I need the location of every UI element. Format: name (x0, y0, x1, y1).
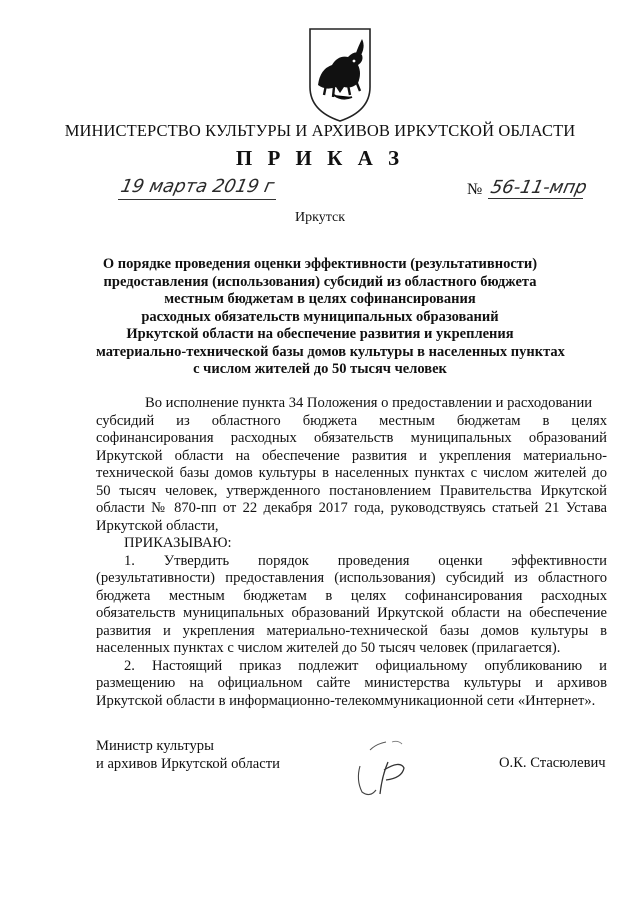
item1-line: (результативности) предоставления (использования) субсидий из областного (96, 570, 607, 586)
position-line: Министр культуры (96, 738, 214, 754)
signatory-name: О.К. Стасюлевич (499, 755, 606, 771)
document-type: П Р И К А З (235, 146, 405, 170)
order-body (96, 395, 607, 710)
handwritten-number: 56-11-мпр (488, 177, 589, 198)
preamble-line: субсидий из областного бюджета местным бюджетам в целях (96, 412, 607, 429)
handwritten-date: 19 марта 2019 г (118, 176, 277, 197)
subject-line: расходных обязательств муниципальных образований (141, 308, 499, 325)
preamble-line: области № 870-пп от 22 декабря 2017 года, руководствуясь статьей 21 Устава (96, 500, 607, 516)
item1-line: развития и укрепления материально-технической базы домов культуры в (96, 622, 607, 639)
handwritten-signature (346, 736, 422, 800)
number-sign: № (467, 181, 483, 198)
subject-line: материально-технической базы домов культуры в населенных пунктах (96, 343, 565, 360)
position-line: и архивов Иркутской области (96, 756, 280, 772)
preamble-line: Во исполнение пункта 34 Положения о предоставлении и расходовании (145, 395, 593, 411)
city-name: Иркутск (294, 210, 346, 225)
subject-line: О порядке проведения оценки эффективности (результативности) (102, 256, 538, 272)
preamble-line: Иркутской области, (96, 517, 219, 534)
preamble-line: 50 тысяч человек, утвержденного постановлением Правительства Иркутской (96, 482, 607, 499)
date-underline (118, 199, 276, 201)
item2-line: Иркутской области в информационно-телекоммуникационной сети «Интернет». (96, 692, 596, 709)
signatory-position (96, 737, 280, 773)
preamble-line: технической базы домов культуры в населенных пунктах с числом жителей до (96, 465, 607, 481)
ministry-name: МИНИСТЕРСТВО КУЛЬТУРЫ И АРХИВОВ ИРКУТСКОЙ ОБЛАСТИ (64, 121, 576, 140)
subject-line: предоставления (использования) субсидий из областного бюджета (103, 273, 537, 290)
order-directive: ПРИКАЗЫВАЮ: (124, 535, 232, 551)
item1-line: населенных пунктах с числом жителей до 50 тысяч человек (прилагается). (96, 640, 561, 656)
preamble-line: софинансирования расходных обязательств муниципальных образований (96, 430, 607, 446)
number-underline (488, 198, 583, 200)
subject-line: Иркутской области на обеспечение развития и укрепления (126, 326, 514, 342)
item1-line: бюджета местным бюджетам в целях софинансирования расходных (96, 587, 607, 604)
item2-line: 2. Настоящий приказ подлежит официальному опубликованию и (124, 657, 607, 674)
subject-line: местным бюджетам в целях софинансирования (164, 291, 476, 307)
order-subject (96, 256, 565, 379)
item1-line: обязательств муниципальных образований Иркутской области на обеспечение (96, 605, 607, 621)
preamble-line: Иркутской области на обеспечение развития и укрепления материально- (96, 447, 607, 464)
subject-line: с числом жителей до 50 тысяч человек (193, 361, 447, 377)
item1-line: 1. Утвердить порядок проведения оценки эффективности (124, 552, 607, 569)
item2-line: размещению на официальном сайте министерства культуры и архивов (96, 675, 607, 691)
coat-of-arms-icon (304, 25, 376, 125)
